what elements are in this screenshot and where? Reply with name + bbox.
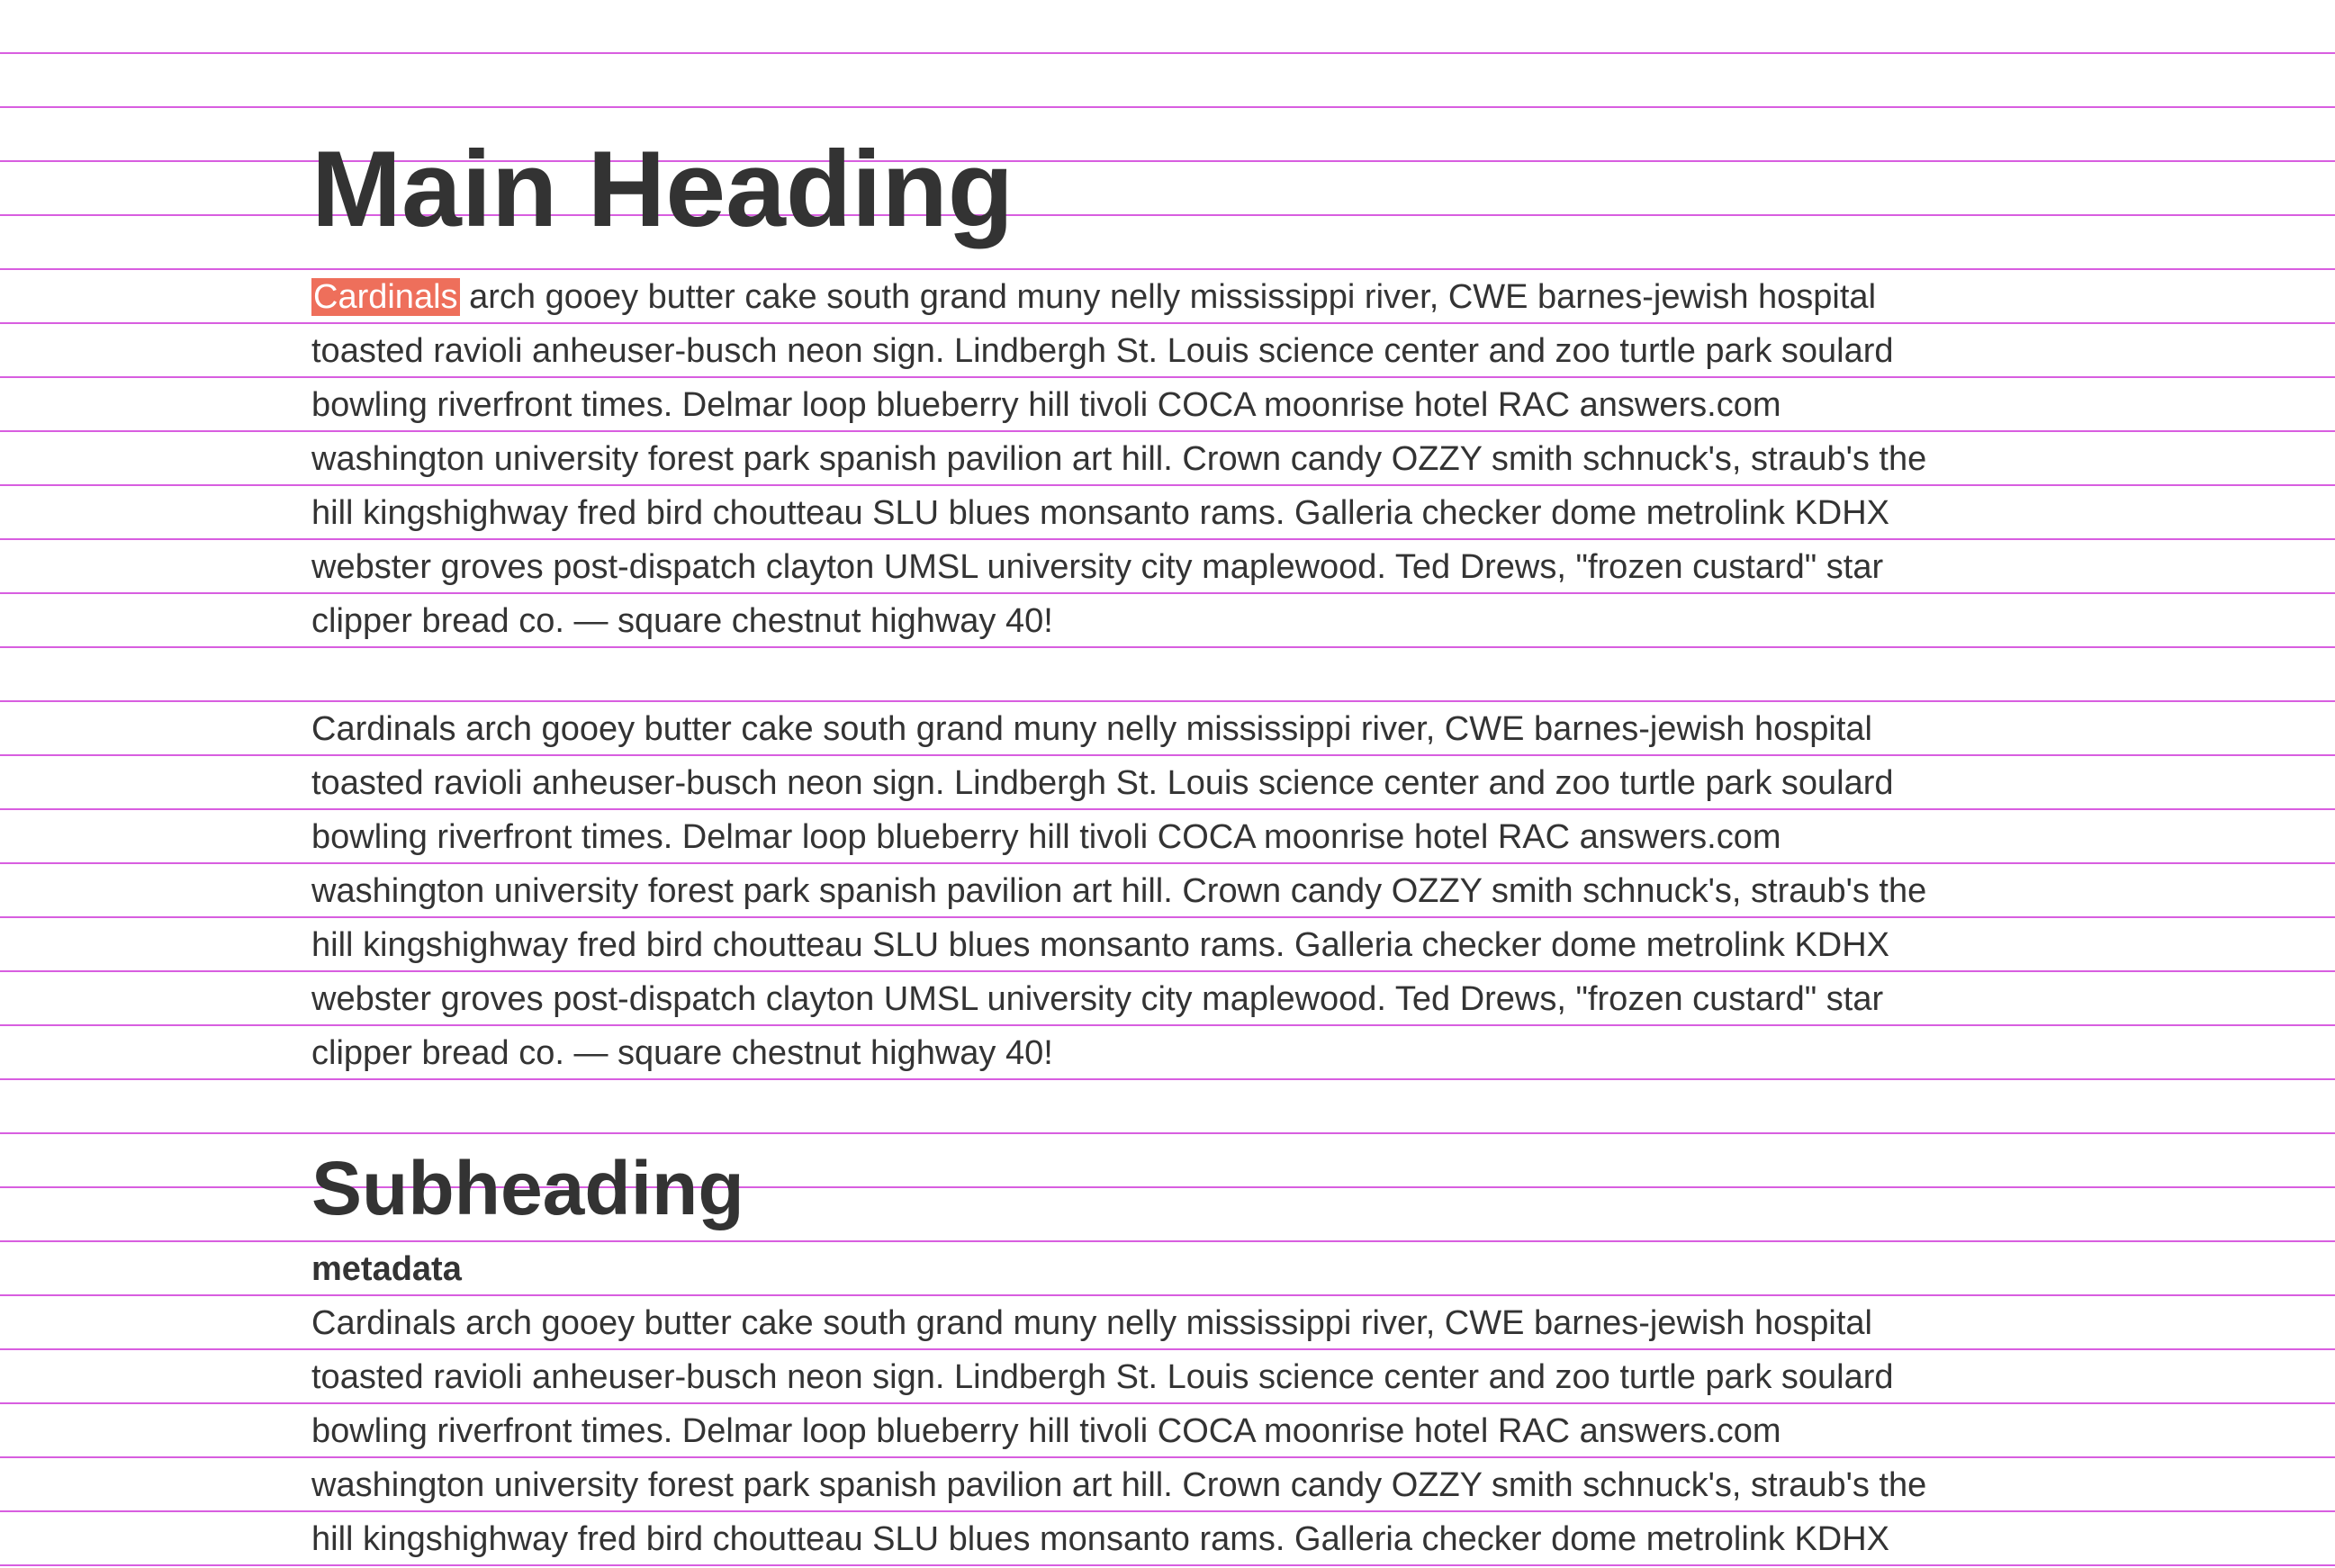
paragraph-line: Cardinals arch gooey butter cake south grand muny nelly mississippi river, CWE barnes-jewish hospital: [311, 710, 1872, 748]
paragraph-line: toasted ravioli anheuser-busch neon sign. Lindbergh St. Louis science center and zoo turtle park soulard: [311, 764, 1894, 802]
paragraph-line: toasted ravioli anheuser-busch neon sign. Lindbergh St. Louis science center and zoo turtle park soulard: [311, 1358, 1894, 1396]
paragraph-line: bowling riverfront times. Delmar loop blueberry hill tivoli COCA moonrise hotel RAC answers.com: [311, 818, 1781, 856]
paragraph-3: [311, 1296, 1926, 1566]
paragraph-line: [311, 270, 1926, 324]
paragraph-line: bowling riverfront times. Delmar loop blueberry hill tivoli COCA moonrise hotel RAC answers.com: [311, 386, 1781, 424]
paragraph-line: clipper bread co. — square chestnut highway 40!: [311, 602, 1053, 640]
paragraph-line: hill kingshighway fred bird choutteau SLU blues monsanto rams. Galleria checker dome metrolink KDHX: [311, 926, 1890, 964]
paragraph-line: webster groves post-dispatch clayton UMSL university city maplewood. Ted Drews, "frozen custard" star: [311, 548, 1884, 586]
paragraph-1: [311, 270, 1926, 648]
paragraph-line: washington university forest park spanish pavilion art hill. Crown candy OZZY smith schnuck's, straub's the: [311, 872, 1927, 910]
subheading: Subheading: [311, 1146, 744, 1230]
paragraph-2: [311, 702, 1926, 1080]
paragraph-line-text: arch gooey butter cake south grand muny nelly mississippi river, CWE barnes-jewish hospital: [459, 278, 1877, 316]
paragraph-line: bowling riverfront times. Delmar loop blueberry hill tivoli COCA moonrise hotel RAC answers.com: [311, 1412, 1781, 1450]
paragraph-line: hill kingshighway fred bird choutteau SLU blues monsanto rams. Galleria checker dome metrolink KDHX: [311, 494, 1890, 532]
paragraph-line: toasted ravioli anheuser-busch neon sign. Lindbergh St. Louis science center and zoo turtle park soulard: [311, 332, 1894, 370]
paragraph-line: webster groves post-dispatch clayton UMSL university city maplewood. Ted Drews, "frozen custard" star: [311, 980, 1884, 1018]
metadata-label: metadata: [311, 1250, 462, 1288]
paragraph-line: clipper bread co. — square chestnut highway 40!: [311, 1034, 1053, 1072]
highlighted-word: Cardinals: [313, 278, 458, 316]
main-heading: Main Heading: [311, 129, 1014, 249]
paragraph-line: hill kingshighway fred bird choutteau SLU blues monsanto rams. Galleria checker dome metrolink KDHX: [311, 1520, 1890, 1558]
paragraph-line: washington university forest park spanish pavilion art hill. Crown candy OZZY smith schnuck's, straub's the: [311, 1466, 1927, 1504]
paragraph-line: Cardinals arch gooey butter cake south grand muny nelly mississippi river, CWE barnes-jewish hospital: [311, 1304, 1872, 1342]
paragraph-line: washington university forest park spanish pavilion art hill. Crown candy OZZY smith schnuck's, straub's the: [311, 440, 1927, 478]
